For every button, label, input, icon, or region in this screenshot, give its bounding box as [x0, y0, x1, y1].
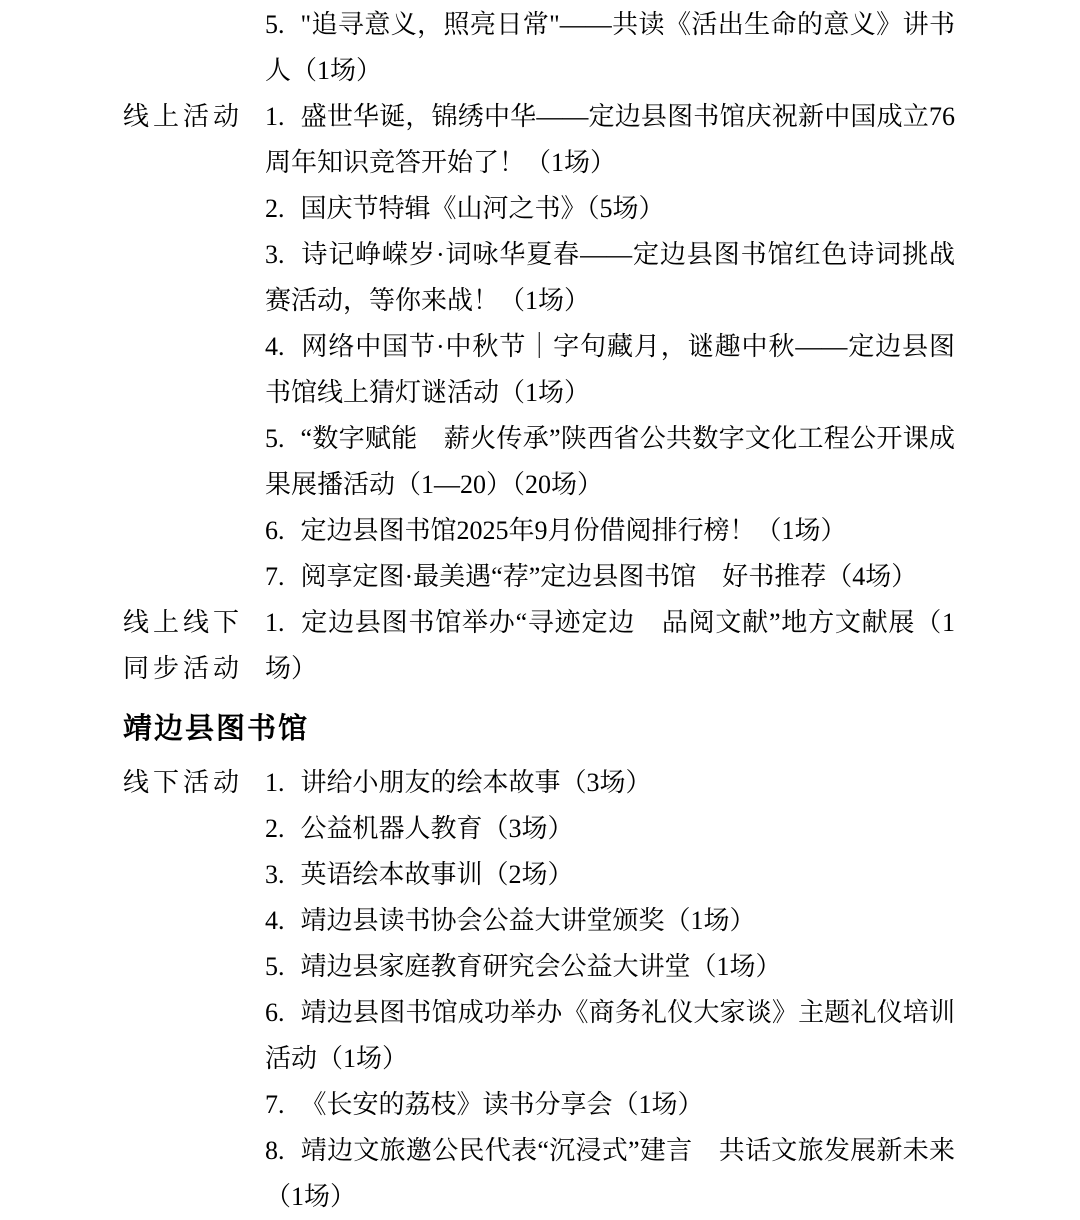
activity-item [265, 852, 955, 898]
item-number: 1. [265, 608, 285, 637]
item-number: 8. [265, 1136, 285, 1165]
activity-item [265, 1128, 955, 1220]
activity-item [265, 416, 955, 508]
item-text: 靖边县图书馆成功举办《商务礼仪大家谈》主题礼仪培训活动（1场） [265, 998, 955, 1073]
item-text: 靖边县家庭教育研究会公益大讲堂（1场） [300, 952, 782, 981]
item-number: 5. [265, 424, 285, 453]
activity-item [265, 94, 955, 186]
item-text: 英语绘本故事训（2场） [300, 860, 574, 889]
item-text: 靖边文旅邀公民代表“沉浸式”建言 共话文旅发展新未来（1场） [265, 1136, 955, 1211]
item-number: 1. [265, 768, 285, 797]
item-text: 定边县图书馆2025年9月份借阅排行榜！（1场） [300, 516, 847, 545]
item-text: 《长安的荔枝》读书分享会（1场） [300, 1090, 704, 1119]
activity-item [265, 806, 955, 852]
item-number: 3. [265, 240, 285, 269]
activity-item [265, 760, 955, 806]
item-text: 国庆节特辑《山河之书》（5场） [300, 194, 665, 223]
item-list [265, 760, 955, 1220]
activity-item [265, 944, 955, 990]
item-text: 盛世华诞，锦绣中华——定边县图书馆庆祝新中国成立76周年知识竞答开始了！（1场） [265, 102, 955, 177]
item-number: 4. [265, 332, 285, 361]
activity-item [265, 232, 955, 324]
item-text: “数字赋能 薪火传承”陕西省公共数字文化工程公开课成果展播活动（1—20）（20场） [265, 424, 955, 499]
activity-item [265, 554, 955, 600]
item-text: 定边县图书馆举办“寻迹定边 品阅文献”地方文献展（1场） [265, 608, 955, 683]
item-list [265, 94, 955, 600]
item-number: 6. [265, 516, 285, 545]
item-text: 讲给小朋友的绘本故事（3场） [300, 768, 652, 797]
activity-item [265, 508, 955, 554]
item-number: 2. [265, 814, 285, 843]
item-number: 6. [265, 998, 285, 1027]
item-number: 7. [265, 1090, 285, 1119]
activity-table-jingbian [123, 760, 955, 1220]
activity-item [265, 186, 955, 232]
activity-row-online [123, 94, 955, 600]
item-text: 网络中国节·中秋节｜字句藏月，谜趣中秋——定边县图书馆线上猜灯谜活动（1场） [265, 332, 955, 407]
activity-row-carryover [123, 2, 955, 94]
section-heading: 靖边县图书馆 [123, 713, 310, 745]
item-list [265, 600, 955, 692]
activity-item [265, 2, 955, 94]
activity-item [265, 898, 955, 944]
activity-item [265, 324, 955, 416]
activity-row-hybrid [123, 600, 955, 692]
item-number: 5. [265, 10, 285, 39]
activity-item [265, 1082, 955, 1128]
item-number: 5. [265, 952, 285, 981]
item-text: 诗记峥嵘岁·词咏华夏春——定边县图书馆红色诗词挑战赛活动，等你来战！（1场） [265, 240, 955, 315]
item-text: "追寻意义，照亮日常"——共读《活出生命的意义》讲书人（1场） [265, 10, 955, 85]
item-number: 2. [265, 194, 285, 223]
item-list [265, 2, 955, 94]
item-number: 4. [265, 906, 285, 935]
row-label: 线上线下同步活动 [123, 608, 244, 683]
activity-row-offline [123, 760, 955, 1220]
activity-item [265, 600, 955, 692]
item-number: 7. [265, 562, 285, 591]
item-text: 公益机器人教育（3场） [300, 814, 574, 843]
item-number: 1. [265, 102, 285, 131]
activity-table-dingbian [123, 2, 955, 692]
item-text: 阅享定图·最美遇“荐”定边县图书馆 好书推荐（4场） [300, 562, 918, 591]
row-label: 线上活动 [123, 102, 244, 131]
item-number: 3. [265, 860, 285, 889]
row-label: 线下活动 [123, 768, 244, 797]
activity-item [265, 990, 955, 1082]
item-text: 靖边县读书协会公益大讲堂颁奖（1场） [300, 906, 756, 935]
